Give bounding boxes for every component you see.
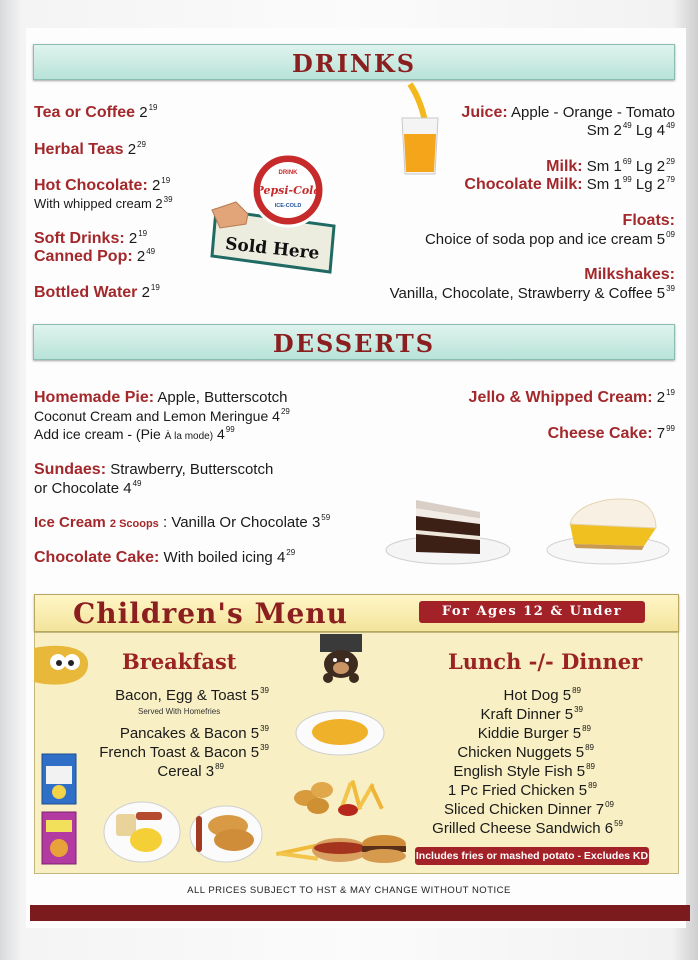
- kids-lunch-item-7: Grilled Cheese Sandwich $6^{59}$: [432, 819, 623, 837]
- sign-drink-text: DRINK: [278, 170, 298, 176]
- cereal-box-icon: [40, 752, 80, 808]
- drinks-header-bar: [33, 44, 675, 80]
- ages-badge: For Ages 12 & Under: [419, 601, 645, 623]
- pancakes-bacon-plate-icon: [188, 804, 264, 864]
- kids-breakfast-item-1: Pancakes & Bacon $5^{39}$: [119, 724, 269, 742]
- bacon-egg-toast-plate-icon: [102, 800, 182, 864]
- drink-hot-chocolate: Hot Chocolate: $2^{19}$: [34, 176, 171, 194]
- drink-canned-pop: Canned Pop: $2^{49}$: [34, 247, 156, 265]
- kids-lunch-item-1: Kraft Dinner $5^{39}$: [480, 705, 583, 723]
- dessert-ice-cream: Ice Cream 2 Scoops : Vanilla Or Chocolate $3^{59}$: [34, 513, 331, 531]
- dessert-chocolate-cake: Chocolate Cake: With boiled icing $4^{29}$: [34, 548, 296, 566]
- drink-juice: Juice: Apple - Orange - Tomato: [461, 104, 675, 121]
- desserts-title: DESSERTS: [272, 329, 436, 358]
- drink-hot-chocolate-whipped: With whipped cream $2^{39}$: [34, 195, 173, 211]
- childrens-menu-header: [34, 594, 679, 632]
- lemon-meringue-pie-icon: [544, 488, 670, 568]
- dessert-jello: Jello & Whipped Cream: $2^{19}$: [468, 388, 675, 406]
- pepsi-sold-here-sign-icon: [206, 152, 346, 278]
- kids-lunch-item-0: Hot Dog $5^{89}$: [503, 686, 581, 704]
- drink-tea-coffee: Tea or Coffee $2^{19}$: [34, 103, 158, 121]
- drink-chocolate-milk: Chocolate Milk: Sm $1^{99}$ Lg $2^{79}$: [464, 175, 675, 193]
- drinks-title: DRINKS: [291, 49, 417, 78]
- kids-breakfast-item-2: French Toast & Bacon $5^{39}$: [99, 743, 269, 761]
- nuggets-fries-icon: [288, 774, 394, 820]
- drink-floats-name: Floats:: [622, 212, 675, 229]
- kids-lunch-item-4: English Style Fish $5^{89}$: [453, 762, 595, 780]
- cartoon-face-icon: [34, 642, 92, 688]
- drink-bottled-water: Bottled Water $2^{19}$: [34, 283, 160, 301]
- bear-mascot-icon: [316, 634, 366, 684]
- kids-lunch-item-5: 1 Pc Fried Chicken $5^{89}$: [447, 781, 597, 799]
- drink-milkshakes-name: Milkshakes:: [584, 266, 675, 283]
- drink-herbal-teas: Herbal Teas $2^{29}$: [34, 140, 146, 158]
- hotdog-burger-icon: [272, 832, 412, 868]
- dessert-sundaes-line2: or Chocolate $4^{49}$: [34, 479, 142, 497]
- drink-milk: Milk: Sm $1^{69}$ Lg $2^{29}$: [546, 157, 675, 175]
- breakfast-title: Breakfast: [122, 649, 237, 674]
- kids-lunch-item-6: Sliced Chicken Dinner $7^{09}$: [444, 800, 614, 818]
- sign-cold-text: ICE-COLD: [274, 203, 302, 209]
- dessert-pie: Homemade Pie: Apple, Butterscotch: [34, 389, 288, 406]
- childrens-menu-title: Children's Menu: [73, 597, 349, 630]
- orange-juice-glass-icon: [398, 82, 442, 178]
- chocolate-cake-icon: [384, 490, 512, 568]
- dessert-sundaes: Sundaes: Strawberry, Butterscotch: [34, 461, 274, 478]
- kids-breakfast-item-3: Cereal $3^{89}$: [157, 762, 224, 780]
- bottom-red-bar: [30, 905, 690, 921]
- dessert-pie-alamode: Add ice cream - (Pie À la mode) $4^{99}$: [34, 425, 235, 442]
- drink-milkshakes: Vanilla, Chocolate, Strawberry & Coffee $5^{39}$: [389, 284, 675, 302]
- lunch-dinner-title: Lunch -/- Dinner: [448, 649, 643, 674]
- sold-here-text: Sold Here: [224, 234, 321, 264]
- sign-brand-text: Pepsi-Cola: [255, 184, 321, 197]
- kids-lunch-item-3: Chicken Nuggets $5^{89}$: [457, 743, 594, 761]
- drink-floats: Choice of soda pop and ice cream $5^{09}$: [424, 230, 675, 248]
- cereal-box-2-icon: [40, 810, 80, 868]
- kids-lunch-item-2: Kiddie Burger $5^{89}$: [477, 724, 591, 742]
- dessert-cheese-cake: Cheese Cake: $7^{99}$: [547, 424, 675, 442]
- price-footer-note: ALL PRICES SUBJECT TO HST & MAY CHANGE WITHOUT NOTICE: [187, 885, 511, 896]
- fries-note-badge: Includes fries or mashed potato - Excludes KD: [415, 847, 649, 865]
- kids-breakfast-homefries-note: Served With Homefries: [138, 707, 221, 716]
- kids-breakfast-item-0: Bacon, Egg & Toast $5^{39}$: [115, 686, 269, 704]
- drink-soft-drinks: Soft Drinks: $2^{19}$: [34, 229, 148, 247]
- kraft-dinner-plate-icon: [294, 708, 386, 758]
- drink-juice-sizes: Sm $2^{49}$ Lg $4^{49}$: [586, 121, 675, 139]
- dessert-pie-line2: Coconut Cream and Lemon Meringue $4^{29}$: [34, 407, 290, 424]
- desserts-header-bar: [33, 324, 675, 360]
